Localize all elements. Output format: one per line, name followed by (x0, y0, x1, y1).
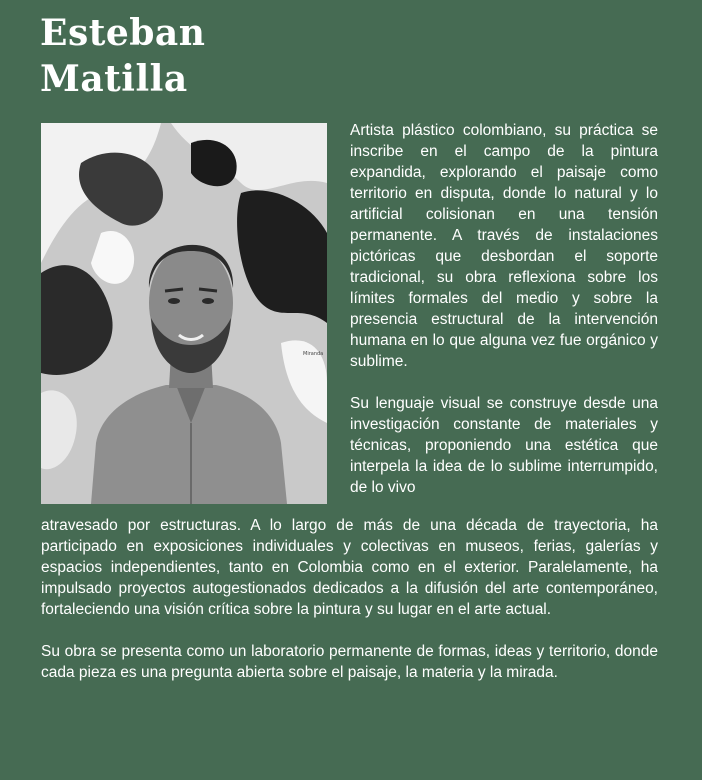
bio-right-column (350, 120, 658, 498)
bio-paragraph-2-end: atravesado por estructuras. A lo largo de más de una década de trayectoria, ha participado en exposiciones individuales y colectivas en museos, ferias, galerías y espacios independientes, tanto en Colombia como en el exterior. Paralelamente, ha impulsado proyectos autogestionados dedicados a la difusión del arte contemporáneo, fortaleciendo una visión crítica sobre la pintura y su lugar en el arte actual. (41, 517, 658, 618)
portrait-illustration (41, 123, 327, 504)
title-line-1: Esteban (40, 12, 206, 54)
artist-portrait-photo (41, 123, 327, 504)
bio-paragraph-2-start: Su lenguaje visual se construye desde una investigación constante de materiales y técnicas, proponiendo una estética que interpela la idea de lo sublime interrumpido, de lo vivo (350, 395, 658, 496)
title-line-2: Matilla (40, 58, 188, 100)
painting-signature: Miranda (303, 351, 324, 357)
bio-full-width-column (41, 515, 658, 683)
artist-name-title (40, 10, 205, 102)
bio-paragraph-3: Su obra se presenta como un laboratorio permanente de formas, ideas y territorio, donde cada pieza es una pregunta abierta sobre el paisaje, la materia y la mirada. (41, 643, 658, 681)
bio-paragraph-1: Artista plástico colombiano, su práctica se inscribe en el campo de la pintura expandida, explorando el paisaje como territorio en disputa, donde lo natural y lo artificial colisionan en una tensión permanente. A través de instalaciones pictóricas que desbordan el soporte tradicional, su obra reflexiona sobre los límites formales del medio y sobre la presencia estructural de la intervención humana en lo que alguna vez fue orgánico y sublime. (350, 122, 658, 370)
